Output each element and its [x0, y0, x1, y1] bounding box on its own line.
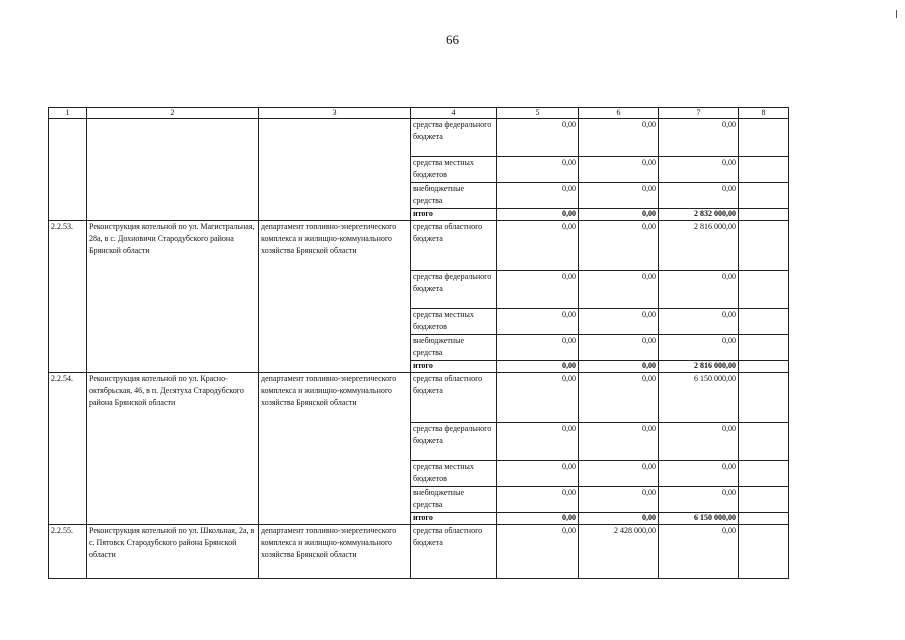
funding-source: внебюджетные средства: [411, 335, 497, 361]
funding-source: итого: [411, 209, 497, 221]
header-cell: 2: [87, 108, 259, 119]
value-col5: 0,00: [497, 335, 579, 361]
funding-source: внебюджетные средства: [411, 487, 497, 513]
table-header-row: [49, 108, 789, 119]
value-col6: 0,00: [579, 513, 659, 525]
value-col7: 0,00: [659, 487, 739, 513]
header-cell: 8: [739, 108, 789, 119]
value-col6: 0,00: [579, 361, 659, 373]
item-executor: департамент топливно-энергетического комплекса и жилищно-коммунального хозяйства Брянской области: [259, 525, 411, 579]
value-col6: 0,00: [579, 373, 659, 423]
value-col8: [739, 423, 789, 461]
value-col8: [739, 209, 789, 221]
value-col8: [739, 221, 789, 271]
value-col8: [739, 487, 789, 513]
value-col8: [739, 309, 789, 335]
value-col7: 0,00: [659, 525, 739, 579]
value-col7: 0,00: [659, 461, 739, 487]
value-col6: 0,00: [579, 183, 659, 209]
item-name: [87, 119, 259, 221]
budget-table: [48, 107, 789, 579]
value-col5: 0,00: [497, 209, 579, 221]
item-name: Реконструкция котельной по ул. Магистральная, 28а, в с. Дохновичи Стародубского района Брянской области: [87, 221, 259, 373]
value-col5: 0,00: [497, 373, 579, 423]
funding-source: средства местных бюджетов: [411, 309, 497, 335]
value-col6: 2 428 000,00: [579, 525, 659, 579]
item-executor: департамент топливно-энергетического комплекса и жилищно-коммунального хозяйства Брянской области: [259, 373, 411, 525]
value-col8: [739, 373, 789, 423]
funding-source: средства областного бюджета: [411, 373, 497, 423]
header-cell: 7: [659, 108, 739, 119]
value-col6: 0,00: [579, 487, 659, 513]
source-row: [49, 525, 789, 579]
funding-source: средства федерального бюджета: [411, 271, 497, 309]
funding-source: итого: [411, 513, 497, 525]
value-col7: 0,00: [659, 335, 739, 361]
value-col5: 0,00: [497, 183, 579, 209]
value-col5: 0,00: [497, 309, 579, 335]
value-col5: 0,00: [497, 157, 579, 183]
funding-source: средства местных бюджетов: [411, 461, 497, 487]
value-col7: 0,00: [659, 157, 739, 183]
item-executor: [259, 119, 411, 221]
header-cell: 1: [49, 108, 87, 119]
value-col8: [739, 525, 789, 579]
value-col7: 6 150 000,00: [659, 373, 739, 423]
value-col7: 0,00: [659, 423, 739, 461]
value-col7: 2 816 000,00: [659, 221, 739, 271]
value-col7: 0,00: [659, 119, 739, 157]
funding-source: средства федерального бюджета: [411, 119, 497, 157]
value-col7: 0,00: [659, 309, 739, 335]
funding-source: средства областного бюджета: [411, 525, 497, 579]
item-name: Реконструкция котельной по ул. Красно-октябрьская, 46, в п. Десятуха Стародубского района Брянской области: [87, 373, 259, 525]
value-col6: 0,00: [579, 119, 659, 157]
value-col5: 0,00: [497, 119, 579, 157]
value-col5: 0,00: [497, 487, 579, 513]
item-code: [49, 119, 87, 221]
header-cell: 5: [497, 108, 579, 119]
item-name: Реконструкция котельной по ул. Школьная, 2а, в с. Пятовск Стародубского района Брянской области: [87, 525, 259, 579]
value-col6: 0,00: [579, 271, 659, 309]
funding-source: средства местных бюджетов: [411, 157, 497, 183]
value-col8: [739, 335, 789, 361]
source-row: [49, 119, 789, 157]
value-col6: 0,00: [579, 209, 659, 221]
value-col7: 0,00: [659, 183, 739, 209]
value-col7: 2 816 000,00: [659, 361, 739, 373]
header-cell: 6: [579, 108, 659, 119]
value-col5: 0,00: [497, 423, 579, 461]
item-code: 2.2.53.: [49, 221, 87, 373]
value-col5: 0,00: [497, 361, 579, 373]
value-col6: 0,00: [579, 309, 659, 335]
value-col6: 0,00: [579, 335, 659, 361]
value-col8: [739, 157, 789, 183]
value-col6: 0,00: [579, 221, 659, 271]
value-col5: 0,00: [497, 461, 579, 487]
funding-source: итого: [411, 361, 497, 373]
source-row: [49, 221, 789, 271]
value-col8: [739, 271, 789, 309]
value-col6: 0,00: [579, 157, 659, 183]
value-col6: 0,00: [579, 423, 659, 461]
scan-mark: [896, 10, 897, 18]
value-col7: 0,00: [659, 271, 739, 309]
value-col5: 0,00: [497, 271, 579, 309]
value-col8: [739, 513, 789, 525]
header-cell: 4: [411, 108, 497, 119]
item-executor: департамент топливно-энергетического комплекса и жилищно-коммунального хозяйства Брянской области: [259, 221, 411, 373]
value-col5: 0,00: [497, 221, 579, 271]
value-col8: [739, 361, 789, 373]
page-number: 66: [446, 32, 459, 47]
header-cell: 3: [259, 108, 411, 119]
value-col5: 0,00: [497, 525, 579, 579]
funding-source: внебюджетные средства: [411, 183, 497, 209]
item-code: 2.2.55.: [49, 525, 87, 579]
value-col8: [739, 119, 789, 157]
value-col7: 6 150 000,00: [659, 513, 739, 525]
funding-source: средства федерального бюджета: [411, 423, 497, 461]
item-code: 2.2.54.: [49, 373, 87, 525]
value-col5: 0,00: [497, 513, 579, 525]
source-row: [49, 373, 789, 423]
value-col7: 2 832 000,00: [659, 209, 739, 221]
value-col8: [739, 461, 789, 487]
value-col8: [739, 183, 789, 209]
funding-source: средства областного бюджета: [411, 221, 497, 271]
value-col6: 0,00: [579, 461, 659, 487]
